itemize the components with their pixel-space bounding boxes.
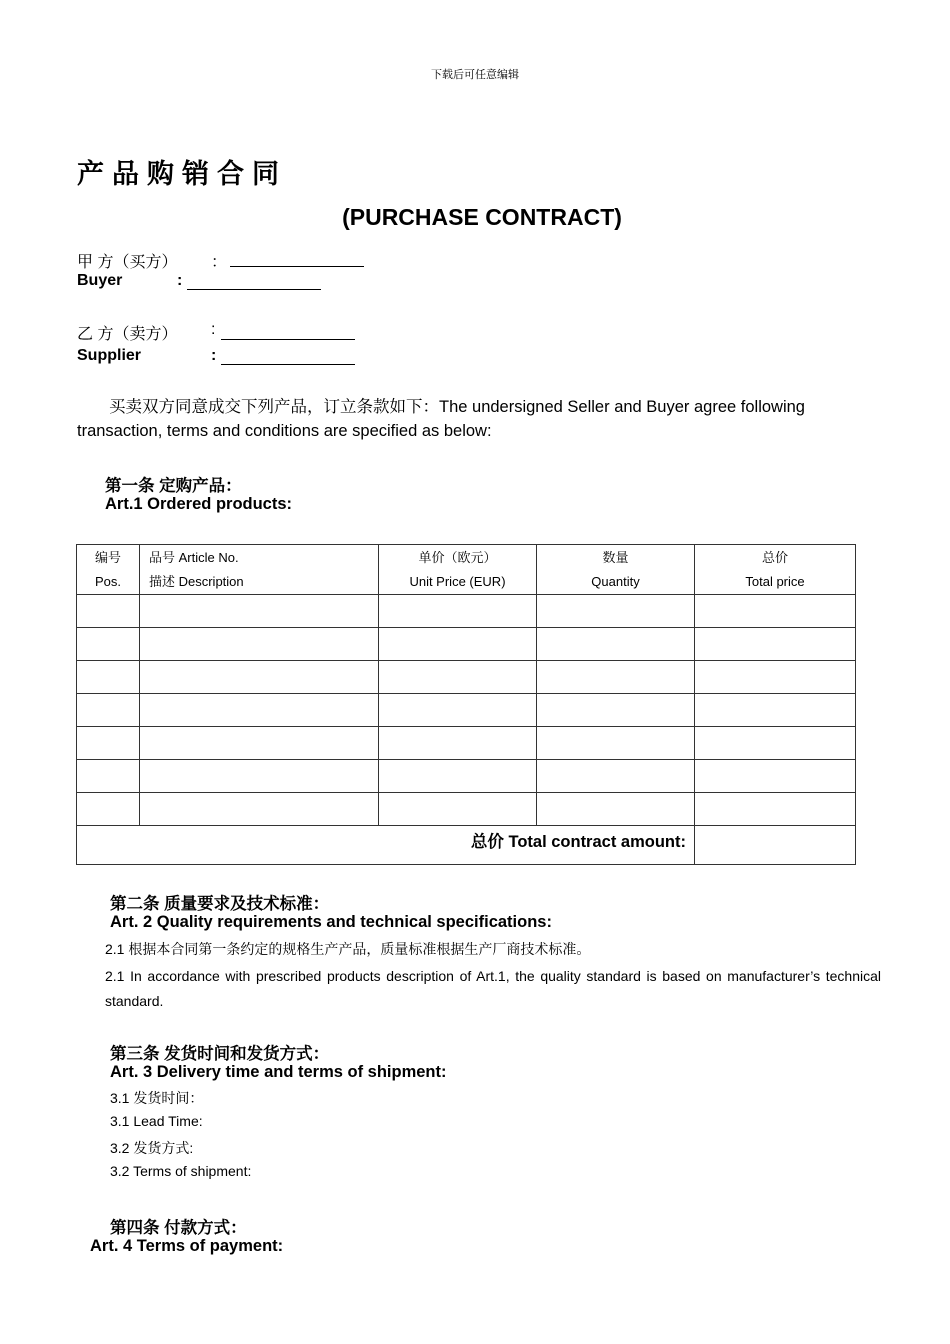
- art1-heading-en: Art.1 Ordered products:: [105, 495, 293, 513]
- table-cell[interactable]: [537, 628, 695, 661]
- table-cell[interactable]: [140, 793, 379, 826]
- table-cell[interactable]: [537, 595, 695, 628]
- table-cell[interactable]: [140, 727, 379, 760]
- header-total-price: 总价 Total price: [695, 545, 856, 595]
- header-unit-price: 单价（欧元） Unit Price (EUR): [379, 545, 537, 595]
- total-contract-amount-label: 总价 Total contract amount:: [77, 826, 695, 865]
- art1-heading-cn: 第一条 定购产品：: [105, 477, 242, 495]
- table-cell[interactable]: [379, 628, 537, 661]
- table-cell[interactable]: [695, 661, 856, 694]
- header-quantity: 数量 Quantity: [537, 545, 695, 595]
- supplier-colon-cn: :: [211, 321, 216, 338]
- intro-paragraph: 买卖双方同意成交下列产品，订立条款如下：The undersigned Seller and Buyer agree following transaction, terms and conditions are specified as below:: [77, 398, 805, 440]
- supplier-label-en: Supplier: [77, 347, 142, 364]
- table-cell[interactable]: [537, 793, 695, 826]
- table-cell[interactable]: [379, 727, 537, 760]
- supplier-en-blank[interactable]: [221, 350, 355, 365]
- table-cell[interactable]: [77, 595, 140, 628]
- buyer-label-en: Buyer: [77, 272, 123, 289]
- supplier-cn-blank[interactable]: [221, 325, 355, 340]
- buyer-label-cn: 甲 方（买方）: [77, 254, 178, 271]
- table-cell[interactable]: [77, 694, 140, 727]
- table-row: [77, 760, 856, 793]
- table-cell[interactable]: [77, 661, 140, 694]
- table-cell[interactable]: [695, 760, 856, 793]
- table-cell[interactable]: [379, 595, 537, 628]
- table-cell[interactable]: [695, 694, 856, 727]
- total-contract-amount-cell[interactable]: [695, 826, 856, 865]
- table-cell[interactable]: [140, 628, 379, 661]
- table-cell[interactable]: [695, 793, 856, 826]
- table-cell[interactable]: [77, 727, 140, 760]
- table-cell[interactable]: [537, 727, 695, 760]
- title-chinese: 产品购销合同: [77, 159, 287, 190]
- table-cell[interactable]: [537, 760, 695, 793]
- table-cell[interactable]: [379, 661, 537, 694]
- art2-heading-cn: 第二条 质量要求及技术标准：: [110, 895, 330, 913]
- table-cell[interactable]: [695, 628, 856, 661]
- title-english: (PURCHASE CONTRACT): [342, 204, 622, 230]
- art3-item: 3.2 Terms of shipment:: [110, 1163, 252, 1179]
- table-cell[interactable]: [77, 760, 140, 793]
- table-cell[interactable]: [537, 694, 695, 727]
- table-row: [77, 727, 856, 760]
- products-table: [76, 544, 856, 865]
- art3-heading-en: Art. 3 Delivery time and terms of shipment:: [110, 1063, 447, 1081]
- buyer-en-blank[interactable]: [187, 275, 321, 290]
- art2-clause-cn: 2.1 根据本合同第一条约定的规格生产产品，质量标准根据生产厂商技术标准。: [105, 941, 591, 957]
- table-row: [77, 661, 856, 694]
- table-cell[interactable]: [77, 628, 140, 661]
- table-cell[interactable]: [140, 661, 379, 694]
- buyer-colon-en: :: [177, 272, 183, 289]
- supplier-label-cn: 乙 方（卖方）: [77, 326, 178, 343]
- header-note: 下载后可任意编辑: [431, 68, 519, 81]
- table-row: [77, 595, 856, 628]
- supplier-colon-en: :: [211, 347, 217, 364]
- art4-heading-en: Art. 4 Terms of payment:: [90, 1237, 284, 1255]
- table-cell[interactable]: [695, 727, 856, 760]
- table-cell[interactable]: [379, 760, 537, 793]
- table-cell[interactable]: [537, 661, 695, 694]
- table-cell[interactable]: [140, 760, 379, 793]
- art3-item: 3.1 发货时间：: [110, 1090, 204, 1106]
- table-total-row: [77, 826, 856, 865]
- art3-heading-cn: 第三条 发货时间和发货方式：: [110, 1045, 330, 1063]
- table-cell[interactable]: [379, 694, 537, 727]
- table-cell[interactable]: [140, 595, 379, 628]
- table-cell[interactable]: [140, 694, 379, 727]
- art2-clause-en: 2.1 In accordance with prescribed products description of Art.1, the quality standard is based on manufacturer’s technical standard.: [105, 968, 881, 1009]
- header-article: 品号 Article No. 描述 Description: [140, 545, 379, 595]
- buyer-colon-cn: ：: [211, 254, 228, 271]
- art3-item: 3.2 发货方式:: [110, 1140, 194, 1156]
- table-row: [77, 694, 856, 727]
- table-cell[interactable]: [695, 595, 856, 628]
- art4-heading-cn: 第四条 付款方式：: [110, 1219, 247, 1237]
- table-cell[interactable]: [379, 793, 537, 826]
- art3-item: 3.1 Lead Time:: [110, 1113, 203, 1129]
- table-cell[interactable]: [77, 793, 140, 826]
- buyer-cn-blank[interactable]: [230, 252, 364, 267]
- art2-heading-en: Art. 2 Quality requirements and technical specifications:: [110, 913, 552, 931]
- table-header-row: [77, 545, 856, 595]
- header-pos: 编号 Pos.: [77, 545, 140, 595]
- table-row: [77, 628, 856, 661]
- table-row: [77, 793, 856, 826]
